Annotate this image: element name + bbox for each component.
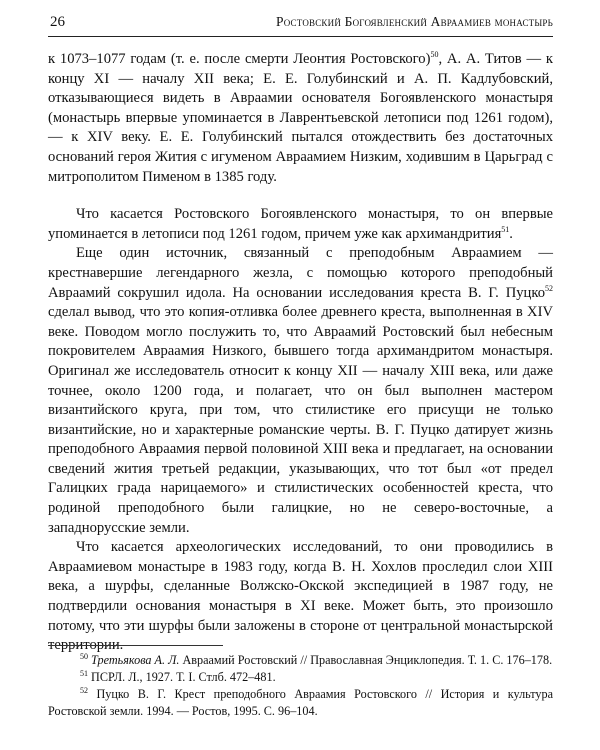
footnote-51: $^{51}$ ПСРЛ. Л., 1927. Т. I. Стлб. 472–481.: [80, 668, 276, 684]
footnote-ref-51: 51: [501, 224, 510, 234]
page-header: [48, 10, 553, 37]
paragraph-2: Что касается Ростовского Богоявленского монастыря, то он впервые упоминается в летописи под 1261 годом, причем уже как архимандрития$^{51}$.: [48, 206, 553, 242]
page-number: 26: [50, 14, 65, 30]
footnotes: [48, 652, 553, 720]
running-title: Ростовский Богоявленский Авраамиев монастырь: [276, 14, 553, 29]
paragraph-3: Еще один источник, связанный с преподобным Авраамием — крестнавершие легендарного жезла, с помощью которого преподобный Авраамий сокрушил идола. На основании исследования креста В. Г. Пуцко$^{52}$ сделал вывод, что это копия-отливка более древнего креста, выполненная в XIV веке. Поводом могло послужить то, что Авраамий Ростовский был небесным покровителем Авраамия Низкого, бывшего тогда архимандритом монастыря. Оригинал же исследователь относит к концу XII — началу XIII века, или даже точнее, около 1200 года, и полагает, что он был выполнен мастером византийского круга, при том, что стилистике его присущи не только византийские, но и характерные романские черты. В. Г. Пуцко датирует жизнь преподобного Авраамия первой половиной XIII века и предлагает, на основании сведений жития третьей редакции, указывающих, что тот был «от предел Галицких града нарицаемого» и стилистических особенностей креста, что родиной преподобного были галицкие, но не северо-восточные, а западнорусские земли.: [48, 245, 553, 536]
footnote-52: $^{52}$ Пуцко В. Г. Крест преподобного Авраамия Ростовского // История и культура Ростовской земли. 1994. — Ростов, 1995. С. 96–104.: [48, 685, 553, 718]
footnote-divider: [48, 645, 223, 646]
footnote-ref-50: 50: [430, 50, 439, 60]
paragraph-4: Что касается археологических исследований, то они проводились в Авраамиевом монастыре в 1983 году, когда В. Н. Хохлов проследил слои XIII века, а шурфы, сделанные Волжско-Окской экспедицией в 1987 году, не подтвердили основания монастыря в XI веке. Может быть, это произошло потому, что эти шурфы были заложены в стороне от центральной монастырской территории.: [48, 539, 553, 654]
main-text: [48, 50, 553, 656]
footnote-ref-52: 52: [545, 283, 553, 293]
footnote-50: $^{50}$ Третьякова А. Л. Авраамий Ростовский // Православная Энциклопедия. Т. 1. С. 176–178.: [80, 651, 553, 667]
paragraph-1: к 1073–1077 годам (т. е. после смерти Леонтия Ростовского)$^{50}$, А. А. Титов — к концу XI — началу XII века; Е. Е. Голубинский и А. П. Кадлубовский, отказывающиеся видеть в Авраамии основателя Богоявленского монастыря (монастырь впервые упоминается в Лаврентьевской летописи под 1261 годом), — к XIV веку. Е. Е. Голубинский пытался отождествить без достаточных оснований героя Жития с игуменом Авраамием Низким, ходившим в Царьград с митрополитом Пименом в 1385 году.: [48, 50, 553, 185]
